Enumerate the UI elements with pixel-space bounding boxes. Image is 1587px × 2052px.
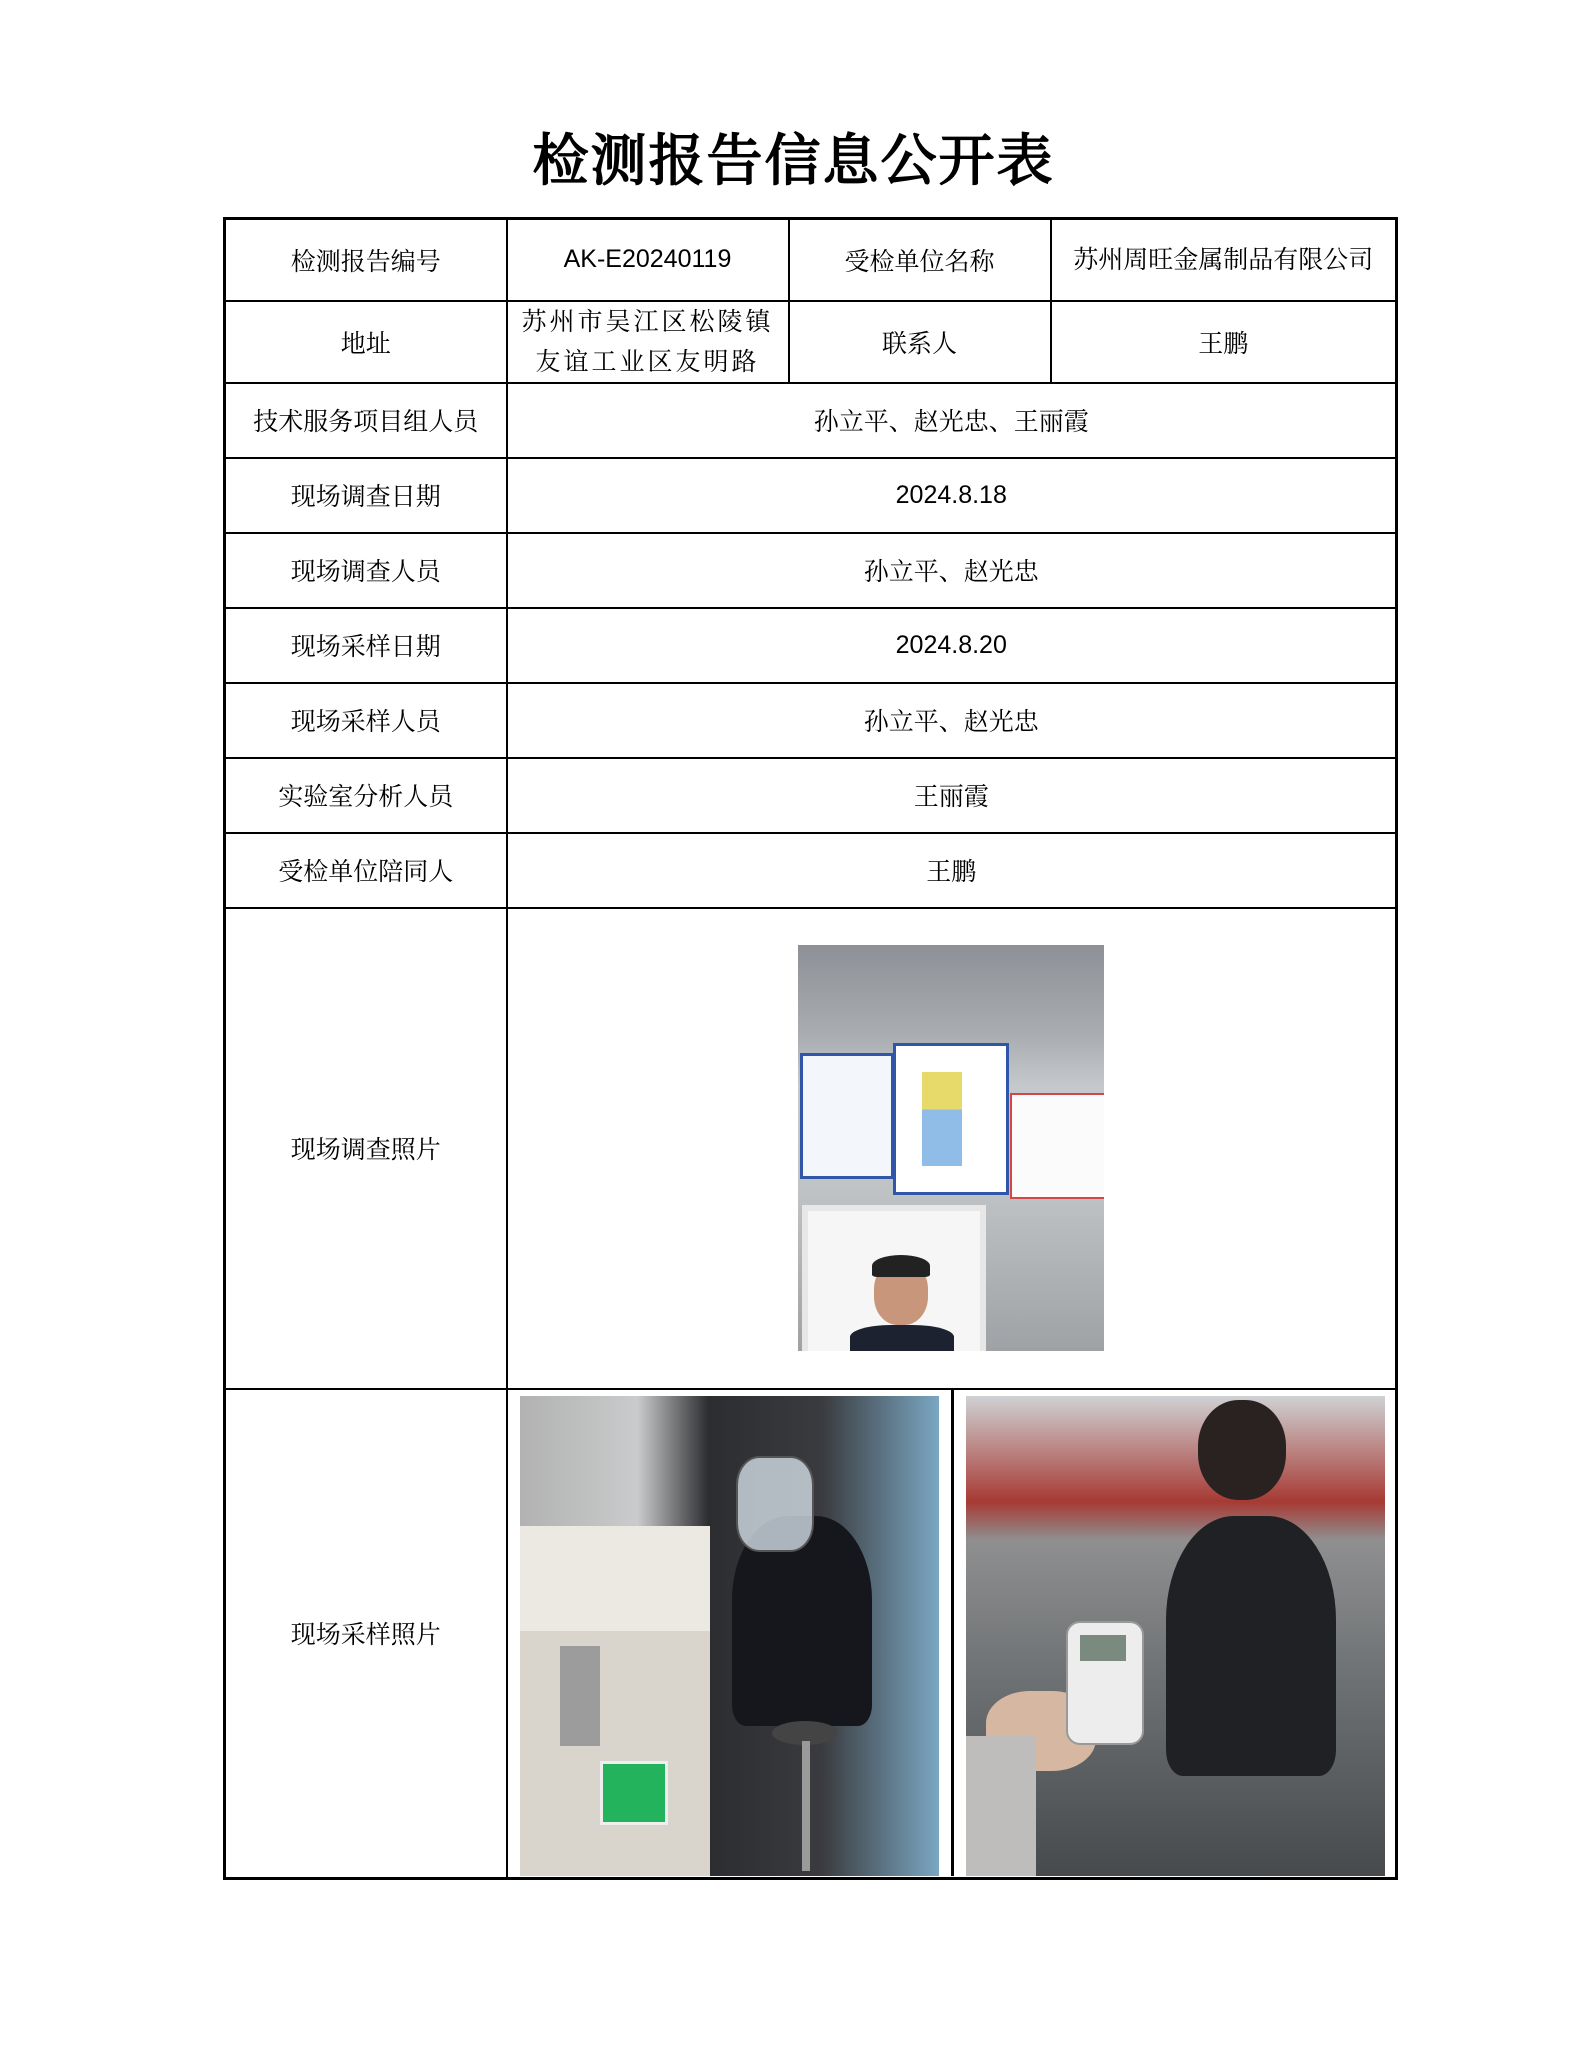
sound-level-meter bbox=[1066, 1621, 1144, 1745]
handle bbox=[560, 1646, 600, 1746]
escort-label: 受检单位陪同人 bbox=[225, 833, 507, 908]
photo-divider bbox=[951, 1390, 954, 1876]
table-row bbox=[225, 219, 1397, 301]
report-no-value: AK-E20240119 bbox=[507, 219, 789, 301]
sampling-staff-value: 孙立平、赵光忠 bbox=[507, 683, 1397, 758]
person-body bbox=[850, 1325, 954, 1351]
sampling-photo-noise-meter bbox=[966, 1396, 1385, 1876]
report-table bbox=[223, 217, 1398, 1880]
sampling-photo-cell bbox=[507, 1389, 1397, 1879]
table-row bbox=[225, 458, 1397, 533]
sampling-date-label: 现场采样日期 bbox=[225, 608, 507, 683]
table-row bbox=[225, 383, 1397, 458]
sleeve bbox=[966, 1736, 1036, 1876]
table-row bbox=[225, 608, 1397, 683]
lab-staff-value: 王丽霞 bbox=[507, 758, 1397, 833]
meter-screen bbox=[1080, 1635, 1126, 1661]
face-shield bbox=[736, 1456, 814, 1552]
table-row bbox=[225, 833, 1397, 908]
lab-staff-label: 实验室分析人员 bbox=[225, 758, 507, 833]
survey-photo bbox=[798, 945, 1104, 1351]
notice-board bbox=[893, 1043, 1009, 1195]
unit-name-label: 受检单位名称 bbox=[789, 219, 1051, 301]
escort-value: 王鹏 bbox=[507, 833, 1397, 908]
survey-date-value: 2024.8.18 bbox=[507, 458, 1397, 533]
cabinet bbox=[520, 1631, 710, 1876]
address-value: 苏州市吴江区松陵镇友谊工业区友明路 bbox=[507, 301, 789, 383]
person-hair bbox=[872, 1255, 930, 1277]
green-label bbox=[600, 1761, 668, 1825]
sampling-photo-welding bbox=[520, 1396, 939, 1876]
survey-staff-label: 现场调查人员 bbox=[225, 533, 507, 608]
sampling-date-value: 2024.8.20 bbox=[507, 608, 1397, 683]
worker-head bbox=[1198, 1400, 1286, 1500]
table-row bbox=[225, 1389, 1397, 1879]
notice-board bbox=[1010, 1093, 1104, 1199]
notice-board bbox=[800, 1053, 894, 1179]
table-row bbox=[225, 683, 1397, 758]
contact-value: 王鹏 bbox=[1051, 301, 1397, 383]
address-label: 地址 bbox=[225, 301, 507, 383]
table-row bbox=[225, 758, 1397, 833]
team-label: 技术服务项目组人员 bbox=[225, 383, 507, 458]
table-row bbox=[225, 908, 1397, 1389]
report-no-label: 检测报告编号 bbox=[225, 219, 507, 301]
unit-name-value: 苏州周旺金属制品有限公司 bbox=[1051, 219, 1397, 301]
survey-date-label: 现场调查日期 bbox=[225, 458, 507, 533]
sampling-photo-label: 现场采样照片 bbox=[225, 1389, 507, 1879]
survey-photo-cell bbox=[507, 908, 1397, 1389]
floor-plan bbox=[922, 1072, 962, 1166]
table-row bbox=[225, 301, 1397, 383]
survey-staff-value: 孙立平、赵光忠 bbox=[507, 533, 1397, 608]
stool-leg bbox=[802, 1741, 810, 1871]
sampling-staff-label: 现场采样人员 bbox=[225, 683, 507, 758]
survey-photo-label: 现场调查照片 bbox=[225, 908, 507, 1389]
contact-label: 联系人 bbox=[789, 301, 1051, 383]
table-row bbox=[225, 533, 1397, 608]
team-value: 孙立平、赵光忠、王丽霞 bbox=[507, 383, 1397, 458]
page-title: 检测报告信息公开表 bbox=[532, 129, 1055, 194]
worker bbox=[1166, 1516, 1336, 1776]
